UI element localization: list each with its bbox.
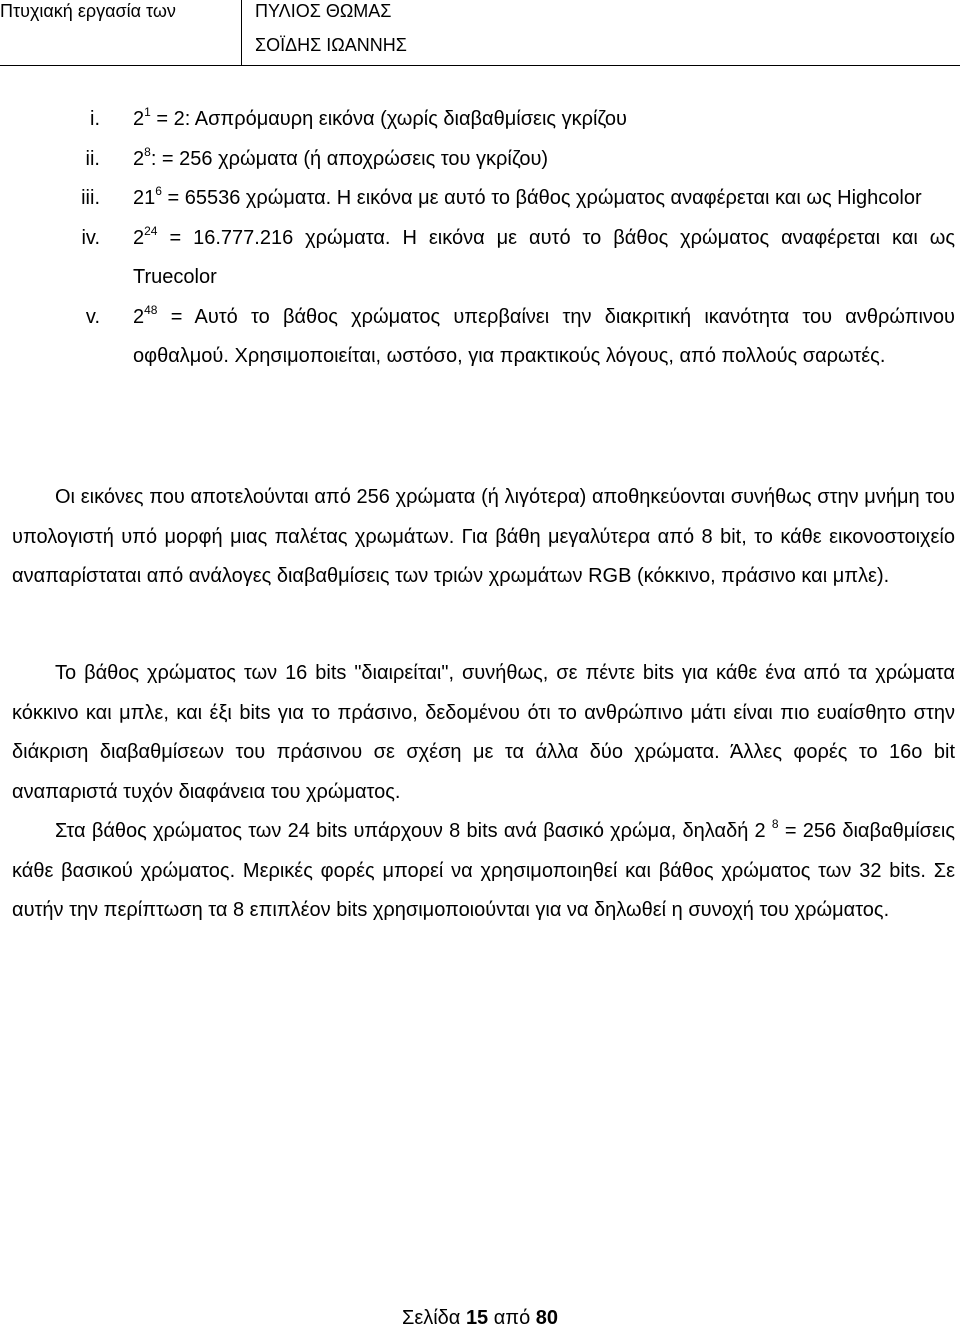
body-paragraph: Οι εικόνες που αποτελούνται από 256 χρώματα (ή λιγότερα) αποθηκεύονται συνήθως στην μνήμη του υπολογιστή υπό μορφή μιας παλέτας χρωμάτων. Για βάθη μεγαλύτερα από 8 bit, το κάθε εικονοστοιχείο αναπαρίσταται από ανάλογες διαβαθμίσεις των τριών χρωμάτων RGB (κόκκινο, πράσινο και μπλε). xyxy=(12,486,955,587)
header-author-2: ΣΟΪΔΗΣ ΙΩΑΝΝΗΣ xyxy=(255,35,407,55)
list-item xyxy=(0,298,960,377)
page-footer xyxy=(0,1306,960,1330)
footer-prefix: Σελίδα xyxy=(401,1307,466,1329)
list-text: $2^{24} = 16.777.216$ χρώματα. Η εικόνα με αυτό το βάθος χρώματος αναφέρεται και ως Truecolor xyxy=(133,223,955,288)
header-author-1: ΠΥΛΙΟΣ ΘΩΜΑΣ xyxy=(255,1,392,21)
list-text: $2^8$: = 256 χρώματα (ή αποχρώσεις του γκρίζου) xyxy=(133,144,549,170)
header-right-cell xyxy=(242,0,960,66)
footer-total-pages: 80 xyxy=(535,1307,559,1329)
list-number: ii. xyxy=(85,147,100,170)
list-number: iv. xyxy=(81,226,100,249)
list-item xyxy=(0,140,960,180)
list-number: v. xyxy=(85,305,100,328)
list-text: $21^6 = 65536$ χρώματα. Η εικόνα με αυτό το βάθος χρώματος αναφέρεται και ως Highcolor xyxy=(133,184,922,209)
list-text: $2^1 = 2$: Ασπρόμαυρη εικόνα (χωρίς διαβαθμίσεις γκρίζου xyxy=(133,105,627,130)
color-depth-list xyxy=(0,100,960,377)
footer-page-number: 15 xyxy=(465,1307,489,1329)
header-title: Πτυχιακή εργασία των xyxy=(0,1,176,21)
list-item xyxy=(0,100,960,140)
body-paragraph: Στα βάθος χρώματος των 24 bits υπάρχουν 8 bits ανά βασικό χρώμα, δηλαδή 2 $^8$ = 256 διαβαθμίσεις κάθε βασικού χρώματος. Μερικές φορές μπορεί να χρησιμοποιηθεί και βάθος χρώματος των 32 bits. Σε αυτήν την περίπτωση τα 8 επιπλέον bits χρησιμοποιούνται για να δηλωθεί η συνοχή του χρώματος. xyxy=(12,817,955,921)
list-text: $2^{48} = A\upsilon\tau ό$ το βάθος χρώματος υπερβαίνει την διακριτική ικανότητα του ανθρώπινου οφθαλμού. Χρησιμοποιείται, ωστόσο, για πρακτικούς λόγους, από πολλούς σαρωτές. xyxy=(133,302,955,367)
body-paragraph: Το βάθος χρώματος των 16 bits "διαιρείται", συνήθως, σε πέντε bits για κάθε ένα από τα χρώματα κόκκινο και μπλε, και έξι bits για το πράσινο, δεδομένου ότι το ανθρώπινο μάτι είναι πιο ευαίσθητο στην διάκριση διαβαθμίσεων του πράσινου σε σχέση με τα άλλα δύο χρώματα. Άλλες φορές το 16ο bit αναπαριστά τυχόν διαφάνεια του χρώματος. xyxy=(12,662,955,803)
list-item xyxy=(0,219,960,298)
footer-middle: από xyxy=(488,1307,536,1329)
list-number: iii. xyxy=(81,187,100,209)
list-item xyxy=(0,179,960,219)
list-number: i. xyxy=(90,108,100,130)
header-left-cell xyxy=(0,0,242,66)
page-header xyxy=(0,0,960,66)
